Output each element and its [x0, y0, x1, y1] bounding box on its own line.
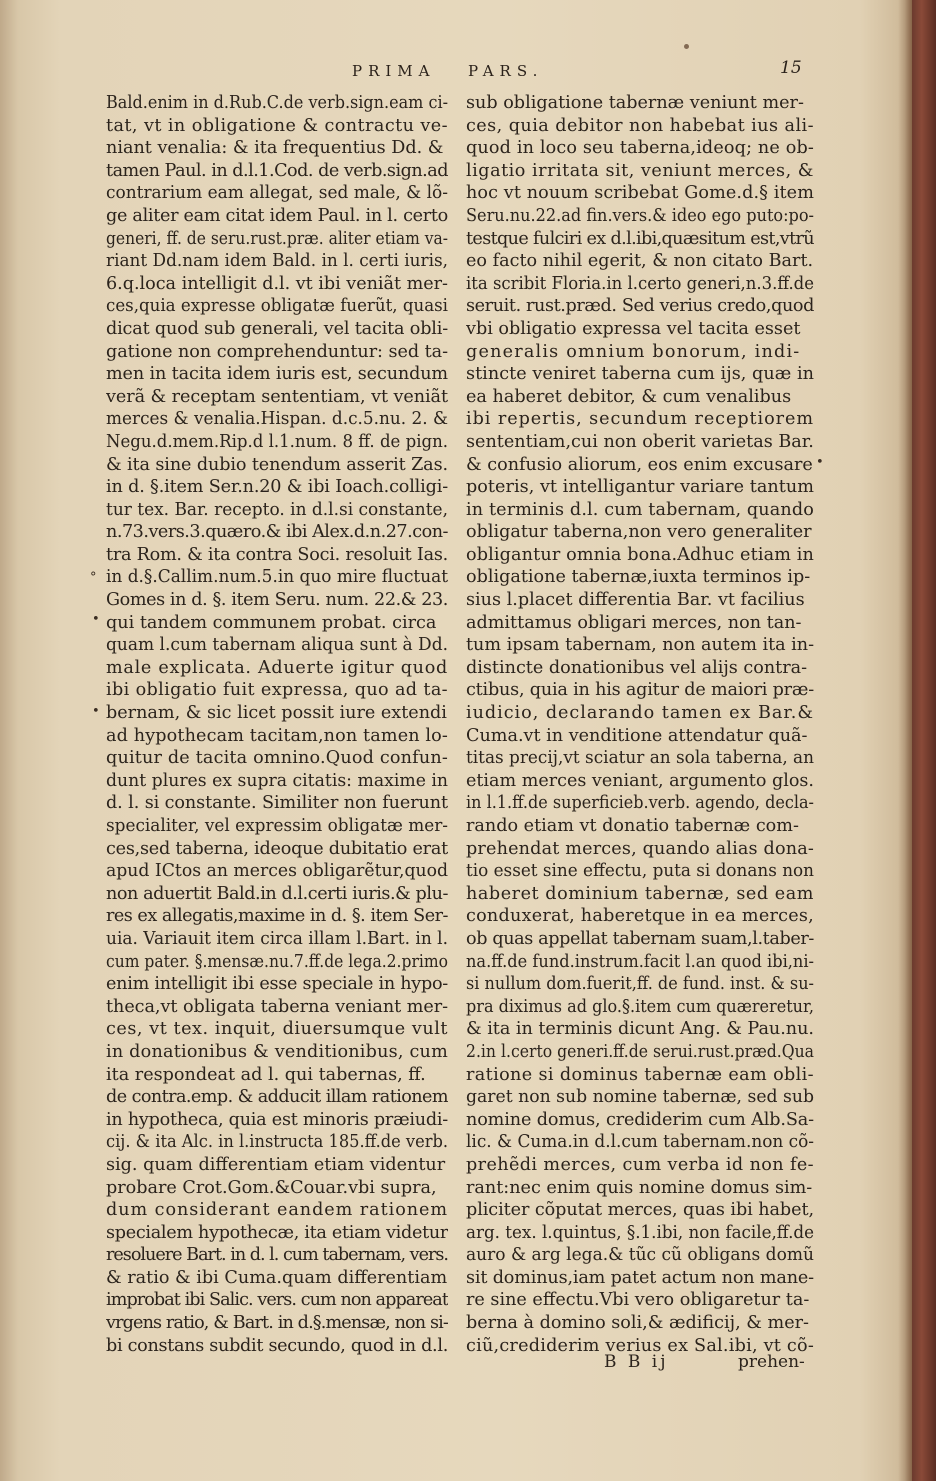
text-line: generalis omnium bonorum, indi-	[466, 341, 801, 362]
text-line: uia. Variauit item circa illam l.Bart. in l.	[106, 928, 448, 949]
text-line: cij. & ita Alc. in l.instructa 185.ff.de verb.	[106, 1132, 448, 1153]
text-line: probare Crot.Gom.&Couar.vbi supra,	[106, 1177, 437, 1198]
text-line: ita respondeat ad l. qui tabernas, ff.	[106, 1064, 426, 1085]
text-line: apud ICtos an merces obligarẽtur,quod	[106, 861, 448, 882]
text-line: prehendat merces, quando alias dona-	[466, 838, 814, 859]
text-line: res ex allegatis,maxime in d. §. item Ser-	[106, 906, 448, 927]
text-line: specialem hypothecæ, ita etiam videtur	[106, 1222, 448, 1243]
text-line: stincte veniret taberna cum ijs, quæ in	[466, 364, 814, 385]
text-line: ratione si dominus tabernæ eam obli-	[466, 1064, 814, 1085]
text-line: in terminis d.l. cum tabernam, quando	[466, 499, 814, 520]
text-line: tat, vt in obligatione & contractu ve-	[106, 115, 448, 136]
signature-mark: B B ij	[604, 1352, 669, 1372]
text-line: ob quas appellat tabernam suam,l.taber-	[466, 928, 814, 949]
text-line: garet non sub nomine tabernæ, sed sub	[466, 1087, 814, 1108]
text-line: tio esset sine effectu, puta si donans non	[466, 861, 814, 882]
text-line: ita scribit Floria.in l.certo generi,n.3.ff.de	[466, 273, 814, 294]
text-line: pra diximus ad glo.§.item cum quæreretur,	[466, 996, 814, 1017]
text-line: testque fulciri ex d.l.ibi,quæsitum est,vtrũ	[466, 228, 814, 249]
ink-speck	[684, 44, 689, 49]
text-line: ligatio irritata sit, veniunt merces, &	[466, 160, 814, 181]
text-line: & ita in terminis dicunt Ang. & Pau.nu.	[466, 1019, 814, 1040]
left-text-column	[106, 92, 448, 1357]
text-line: de contra.emp. & adducit illam rationem	[106, 1087, 448, 1108]
text-line: contrarium eam allegat, sed male, & lõ-	[106, 183, 448, 204]
text-line: tra Rom. & ita contra Soci. resoluit Ias.	[106, 544, 448, 565]
text-line: vrgens ratio, & Bart. in d.§.mensæ, non si-	[106, 1313, 448, 1334]
text-line: vbi obligatio expressa vel tacita esset	[466, 318, 801, 339]
text-line: d. l. si constante. Similiter non fuerunt	[106, 793, 448, 814]
text-line: tum ipsam tabernam, non autem ita in-	[466, 635, 814, 656]
text-line: enim intelligit ibi esse speciale in hypo-	[106, 974, 448, 995]
text-line: auro & arg lega.& tũc cũ obligans domũ	[466, 1245, 814, 1266]
text-line: 2.in l.certo generi.ff.de serui.rust.præd.Qua	[466, 1041, 814, 1062]
catchword: prehen-	[738, 1352, 805, 1372]
text-line: verã & receptam sententiam, vt veniãt	[106, 386, 448, 407]
page-edge-shadow	[898, 0, 912, 1481]
text-line: poteris, vt intelligantur variare tantum	[466, 477, 814, 498]
running-title-right: PARS.	[468, 62, 544, 80]
text-line: male explicata. Aduerte igitur quod	[106, 657, 448, 678]
text-line: obligantur omnia bona.Adhuc etiam in	[466, 544, 814, 565]
text-line: eo facto nihil egerit, & non citato Bart.	[466, 251, 814, 272]
text-line: 6.q.loca intelligit d.l. vt ibi veniãt mer-	[106, 273, 448, 294]
text-line: resoluere Bart. in d. l. cum tabernam, vers.	[106, 1245, 448, 1266]
text-line: dum considerant eandem rationem	[106, 1200, 448, 1221]
text-line: Bald.enim in d.Rub.C.de verb.sign.eam ci-	[106, 93, 448, 113]
text-line: in hypotheca, quia est minoris præiudi-	[106, 1109, 448, 1130]
text-line: sub obligatione tabernæ veniunt mer-	[466, 93, 804, 113]
margin-mark: °	[90, 570, 97, 585]
text-line: niant venalia: & ita frequentius Dd. &	[106, 138, 444, 159]
text-line: seruit. rust.præd. Sed verius credo,quod	[466, 296, 814, 317]
text-line: ces, quia debitor non habebat ius ali-	[466, 115, 814, 136]
text-line: ces, vt tex. inquit, diuersumque vult	[106, 1019, 448, 1040]
text-line: obligatione tabernæ,iuxta terminos ip-	[466, 567, 811, 588]
text-line: Cuma.vt in venditione attendatur quã-	[466, 725, 808, 746]
text-line: riant Dd.nam idem Bald. in l. certi iuris,	[106, 251, 448, 272]
text-line: ge aliter eam citat idem Paul. in l. certo	[106, 205, 448, 226]
text-line: ea haberet debitor, & cum venalibus	[466, 386, 792, 407]
running-title-left: PRIMA	[352, 62, 436, 80]
text-line: theca,vt obligata taberna veniant mer-	[106, 996, 448, 1017]
text-line: quod in loco seu taberna,ideoq; ne ob-	[466, 138, 814, 159]
text-line: Seru.nu.22.ad fin.vers.& ideo ego puto:po-	[466, 205, 814, 226]
text-line: ces,sed taberna, ideoque dubitatio erat	[106, 838, 448, 859]
text-line: etiam merces veniant, argumento glos.	[466, 770, 814, 791]
text-line: Gomes in d. §. item Seru. num. 22.& 23.	[106, 590, 448, 611]
text-line: tamen Paul. in d.l.1.Cod. de verb.sign.ad	[106, 160, 448, 181]
text-line: in donationibus & venditionibus, cum	[106, 1041, 448, 1062]
text-line: sig. quam differentiam etiam videntur	[106, 1154, 446, 1175]
right-text-column	[466, 92, 814, 1357]
text-line: & ratio & ibi Cuma.quam differentiam	[106, 1267, 448, 1288]
text-line: na.ff.de fund.instrum.facit l.an quod ibi,ni-	[466, 951, 814, 972]
text-line: re sine effectu.Vbi vero obligaretur ta-	[466, 1290, 810, 1311]
text-line: nomine domus, crediderim cum Alb.Sa-	[466, 1109, 814, 1130]
text-line: iudicio, declarando tamen ex Bar.&	[466, 703, 814, 724]
text-line: merces & venalia.Hispan. d.c.5.nu. 2. &	[106, 409, 448, 430]
text-line: ctibus, quia in his agitur de maiori præ-	[466, 680, 814, 701]
text-line: bernam, & sic licet possit iure extendi	[106, 703, 447, 724]
text-line: pliciter cõputat merces, quas ibi habet,	[466, 1200, 814, 1221]
text-line: qui tandem communem probat. circa	[106, 612, 437, 633]
text-line: in l.1.ff.de superficieb.verb. agendo, decla-	[466, 793, 814, 814]
text-line: si nullum dom.fuerit,ff. de fund. inst. & su-	[466, 974, 814, 995]
text-line: admittamus obligari merces, non tan-	[466, 612, 802, 633]
text-line: sius l.placet differentia Bar. vt facilius	[466, 590, 805, 611]
margin-mark: •	[92, 704, 100, 719]
text-line: tur tex. Bar. recepto. in d.l.si constante,	[106, 499, 448, 520]
margin-mark: •	[92, 612, 100, 627]
text-line: non aduertit Bald.in d.l.certi iuris.& plu-	[106, 883, 448, 904]
text-line: in d.§.Callim.num.5.in quo mire fluctuat	[106, 567, 448, 588]
text-line: quam l.cum tabernam aliqua sunt à Dd.	[106, 635, 448, 656]
text-line: improbat ibi Salic. vers. cum non appareat	[106, 1290, 448, 1311]
text-line: specialiter, vel expressim obligatæ mer-	[106, 816, 448, 836]
text-line: in d. §.item Ser.n.20 & ibi Ioach.colligi-	[106, 477, 448, 498]
text-line: n.73.vers.3.quæro.& ibi Alex.d.n.27.con-	[106, 522, 448, 543]
text-line: sententiam,cui non oberit varietas Bar.	[466, 431, 814, 452]
text-line: obligatur taberna,non vero generaliter	[466, 522, 812, 543]
text-line: dunt plures ex supra citatis: maxime in	[106, 770, 448, 791]
text-line: ibi repertis, secundum receptiorem	[466, 409, 814, 430]
text-line: cum pater. §.mensæ.nu.7.ff.de lega.2.primo	[106, 951, 448, 972]
text-line: generi, ff. de seru.rust.præ. aliter etiam va-	[106, 228, 448, 249]
running-header	[0, 58, 912, 92]
text-line: lic. & Cuma.in d.l.cum tabernam.non cõ-	[466, 1132, 814, 1153]
text-line: rando etiam vt donatio tabernæ com-	[466, 816, 799, 836]
text-line: ciũ,crediderim verius ex Sal.ibi, vt cõ-	[466, 1335, 814, 1356]
text-line: arg. tex. l.quintus, §.1.ibi, non facile,ff.de	[466, 1222, 814, 1243]
text-line: ibi obligatio fuit expressa, quo ad ta-	[106, 680, 448, 701]
text-line: prehẽdi merces, cum verba id non fe-	[466, 1154, 814, 1175]
text-line: distincte donationibus vel alijs contra-	[466, 657, 808, 678]
margin-mark: •	[816, 455, 824, 470]
text-line: conduxerat, haberetque in ea merces,	[466, 906, 814, 927]
text-line: rant:nec enim quis nomine domus sim-	[466, 1177, 813, 1198]
text-line: ces,quia expresse obligatæ fuerũt, quasi	[106, 296, 448, 317]
text-line: dicat quod sub generali, vel tacita obli-	[106, 318, 448, 339]
text-line: Negu.d.mem.Rip.d l.1.num. 8 ff. de pign.	[106, 431, 448, 452]
text-line: ad hypothecam tacitam,non tamen lo-	[106, 725, 448, 746]
text-line: & confusio aliorum, eos enim excusare	[466, 454, 813, 475]
text-line: sit dominus,iam patet actum non mane-	[466, 1267, 814, 1288]
text-line: & ita sine dubio tenendum asserit Zas.	[106, 454, 448, 475]
text-line: quitur de tacita omnino.Quod confun-	[106, 748, 448, 769]
text-line: men in tacita idem iuris est, secundum	[106, 364, 448, 385]
book-cover-edge	[912, 0, 936, 1481]
text-line: haberet dominium tabernæ, sed eam	[466, 883, 814, 904]
text-line: bi constans subdit secundo, quod in d.l.	[106, 1335, 448, 1356]
text-line: gatione non comprehenduntur: sed ta-	[106, 341, 448, 362]
text-line: berna à domino soli,& ædificij, & mer-	[466, 1313, 809, 1334]
text-line: titas precij,vt sciatur an sola taberna, an	[466, 748, 814, 769]
folio-number: 15	[780, 58, 802, 78]
text-line: hoc vt nouum scribebat Gome.d.§ item	[466, 183, 814, 204]
